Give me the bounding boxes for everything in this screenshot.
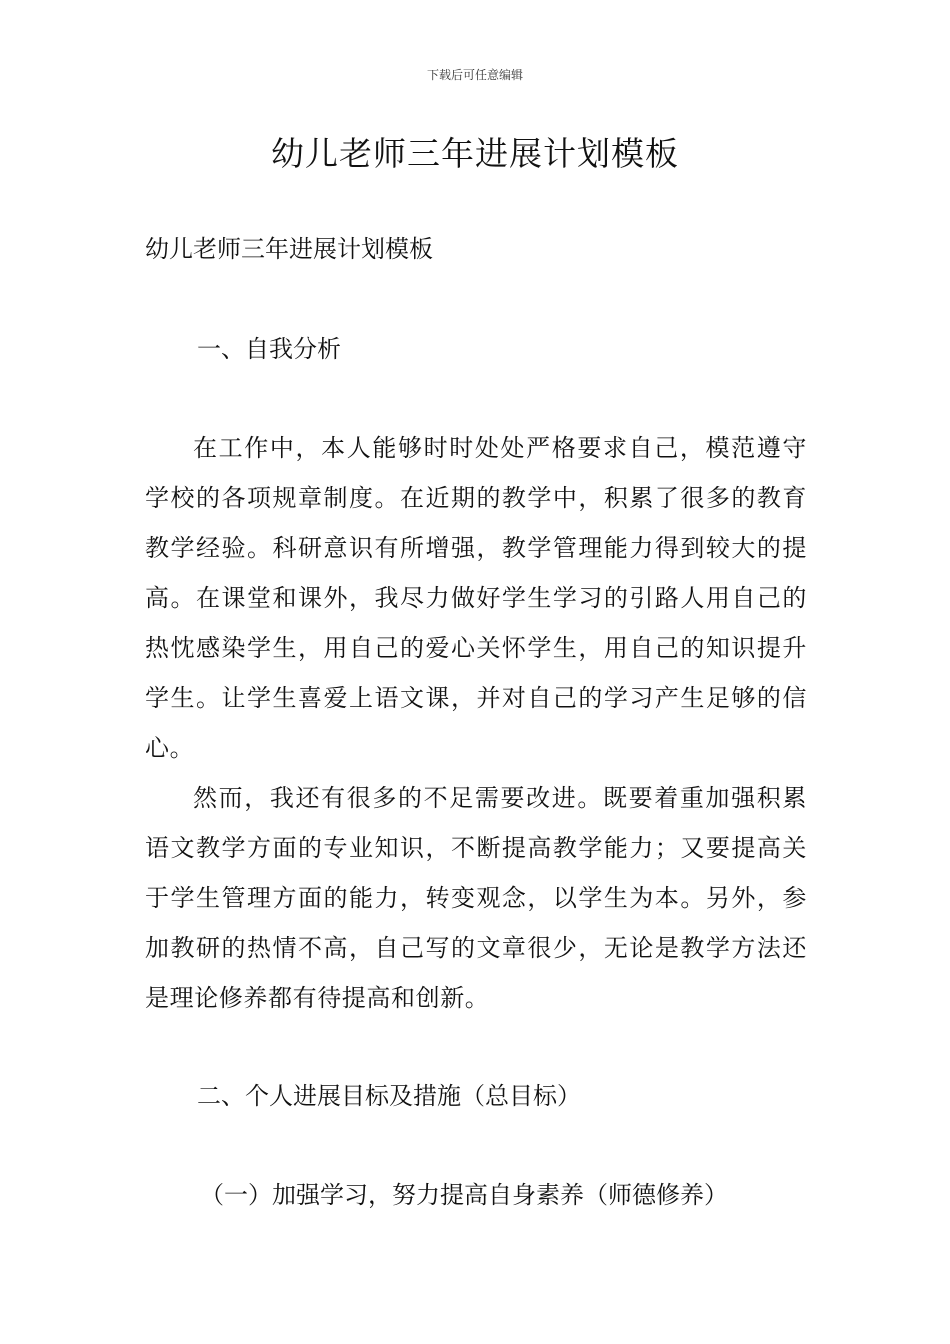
section-heading-self-analysis: 一、自我分析 [197,335,341,363]
section-heading-goals: 二、个人进展目标及措施（总目标） [197,1082,581,1110]
document-subtitle: 幼儿老师三年进展计划模板 [145,235,433,263]
document-title: 幼儿老师三年进展计划模板 [271,134,679,173]
paragraph-shortcomings: 然而，我还有很多的不足需要改进。既要着重加强积累语文教学方面的专业知识，不断提高教学能力；又要提高关于学生管理方面的能力，转变观念，以学生为本。另外，参加教研的热情不高，自己写的文章很少，无论是教学方法还是理论修养都有待提高和创新。 [145,784,807,1012]
paragraph-self-analysis: 在工作中，本人能够时时处处严格要求自己，模范遵守学校的各项规章制度。在近期的教学中，积累了很多的教育教学经验。科研意识有所增强，教学管理能力得到较大的提高。在课堂和课外，我尽力做好学生学习的引路人用自己的热忱感染学生，用自己的爱心关怀学生，用自己的知识提升学生。让学生喜爱上语文课，并对自己的学习产生足够的信心。 [145,434,807,762]
header-note: 下载后可任意编辑 [426,68,523,82]
subsection-heading-study: （一）加强学习，努力提高自身素养（师德修养） [200,1181,728,1209]
